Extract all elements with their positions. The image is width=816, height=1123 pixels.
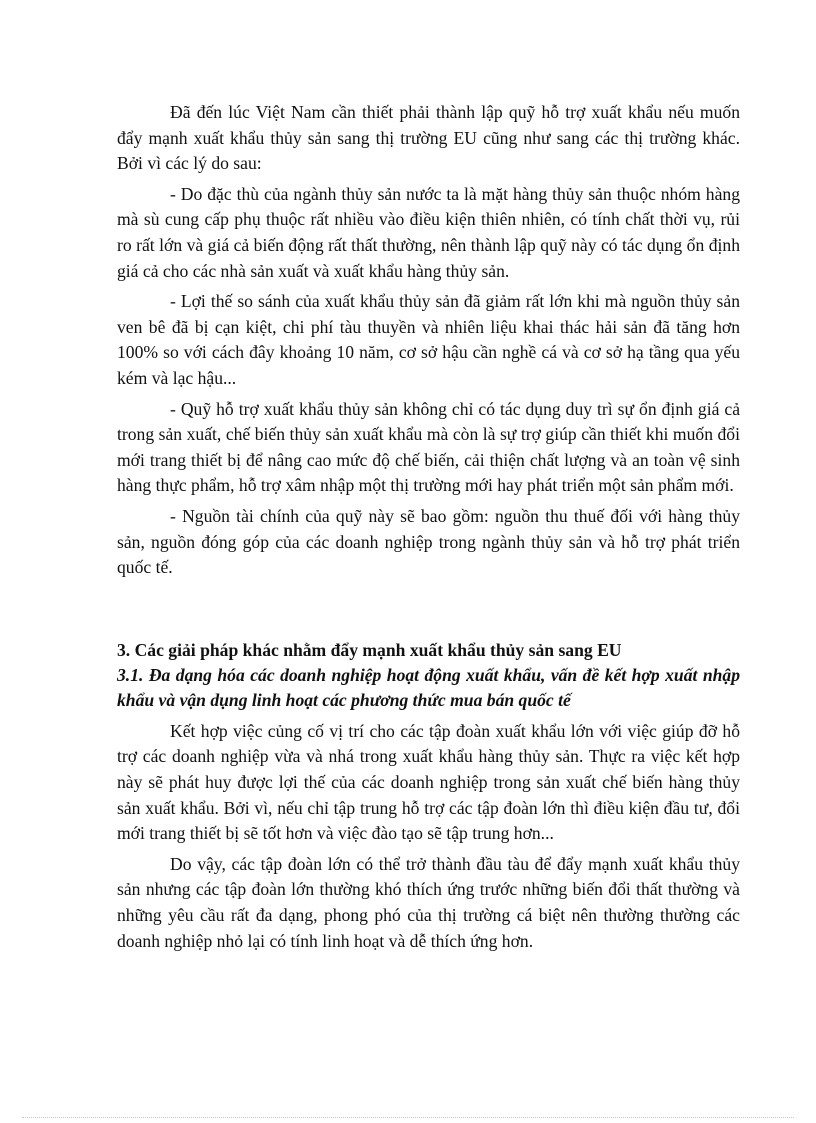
reason-item: - Do đặc thù của ngành thủy sản nước ta là mặt hàng thủy sản thuộc nhóm hàng mà sù cung cấp phụ thuộc rất nhiều vào điều kiện thiên nhiên, có tính chất thời vụ, rủi ro rất lớn và giá cả biến động rất thất thường, nên thành lập quỹ này có tác dụng ổn định giá cả cho các nhà sản xuất và xuất khẩu hàng thủy sản. xyxy=(117,183,740,281)
reason-item: - Quỹ hỗ trợ xuất khẩu thủy sản không chỉ có tác dụng duy trì sự ổn định giá cả trong sản xuất, chế biến thủy sản xuất khẩu mà còn là sự trợ giúp cần thiết khi muốn đổi mới trang thiết bị để nâng cao mức độ chế biến, cải thiện chất lượng và an toàn vệ sinh hàng thực phẩm, hỗ trợ xâm nhập một thị trường mới hay phát triển một sản phẩm mới. xyxy=(117,398,740,496)
section-heading: 3. Các giải pháp khác nhằm đẩy mạnh xuất khẩu thủy sản sang EU xyxy=(117,639,622,660)
document-page xyxy=(117,100,740,959)
body-paragraph: Kết hợp việc củng cố vị trí cho các tập đoàn xuất khẩu lớn với việc giúp đỡ hỗ trợ các doanh nghiệp vừa và nhá trong xuất khẩu hàng thủy sản. Thực ra việc kết hợp này sẽ phát huy được lợi thế của các doanh nghiệp trong sản xuất chế biến hàng thủy sản xuất khẩu. Bởi vì, nếu chỉ tập trung hỗ trợ các tập đoàn lớn thì điều kiện đầu tư, đổi mới trang thiết bị sẽ tốt hơn và việc đào tạo sẽ tập trung hơn... xyxy=(117,720,740,844)
section-spacer xyxy=(117,586,740,637)
reason-item: - Lợi thế so sánh của xuất khẩu thủy sản đã giảm rất lớn khi mà nguồn thủy sản ven bê đã bị cạn kiệt, chi phí tàu thuyền và nhiên liệu khai thác hải sản đã tăng hơn 100% so với cách đây khoảng 10 năm, cơ sở hậu cần nghề cá và cơ sở hạ tầng qua yếu kém và lạc hậu... xyxy=(117,291,740,388)
reason-item: - Nguồn tài chính của quỹ này sẽ bao gồm: nguồn thu thuế đối với hàng thủy sản, nguồn đóng góp của các doanh nghiệp trong ngành thủy sản và hỗ trợ phát triển quốc tế. xyxy=(117,505,740,578)
subsection-heading: 3.1. Đa dạng hóa các doanh nghiệp hoạt động xuất khẩu, vấn đề kết hợp xuất nhập khẩu và vận dụng linh hoạt các phương thức mua bán quốc tế xyxy=(117,664,740,711)
intro-paragraph: Đã đến lúc Việt Nam cần thiết phải thành lập quỹ hỗ trợ xuất khẩu nếu muốn đẩy mạnh xuất khẩu thủy sản sang thị trường EU cũng như sang các thị trường khác. Bởi vì các lý do sau: xyxy=(117,102,740,174)
body-paragraph: Do vậy, các tập đoàn lớn có thể trở thành đầu tàu để đẩy mạnh xuất khẩu thủy sản nhưng các tập đoàn lớn thường khó thích ứng trước những biến đổi thất thường và những yêu cầu rất đa dạng, phong phó của thị trường cá biệt nên thường thường các doanh nghiệp nhỏ lại có tính linh hoạt và dễ thích ứng hơn. xyxy=(117,853,740,951)
page-bottom-divider xyxy=(22,1117,794,1118)
